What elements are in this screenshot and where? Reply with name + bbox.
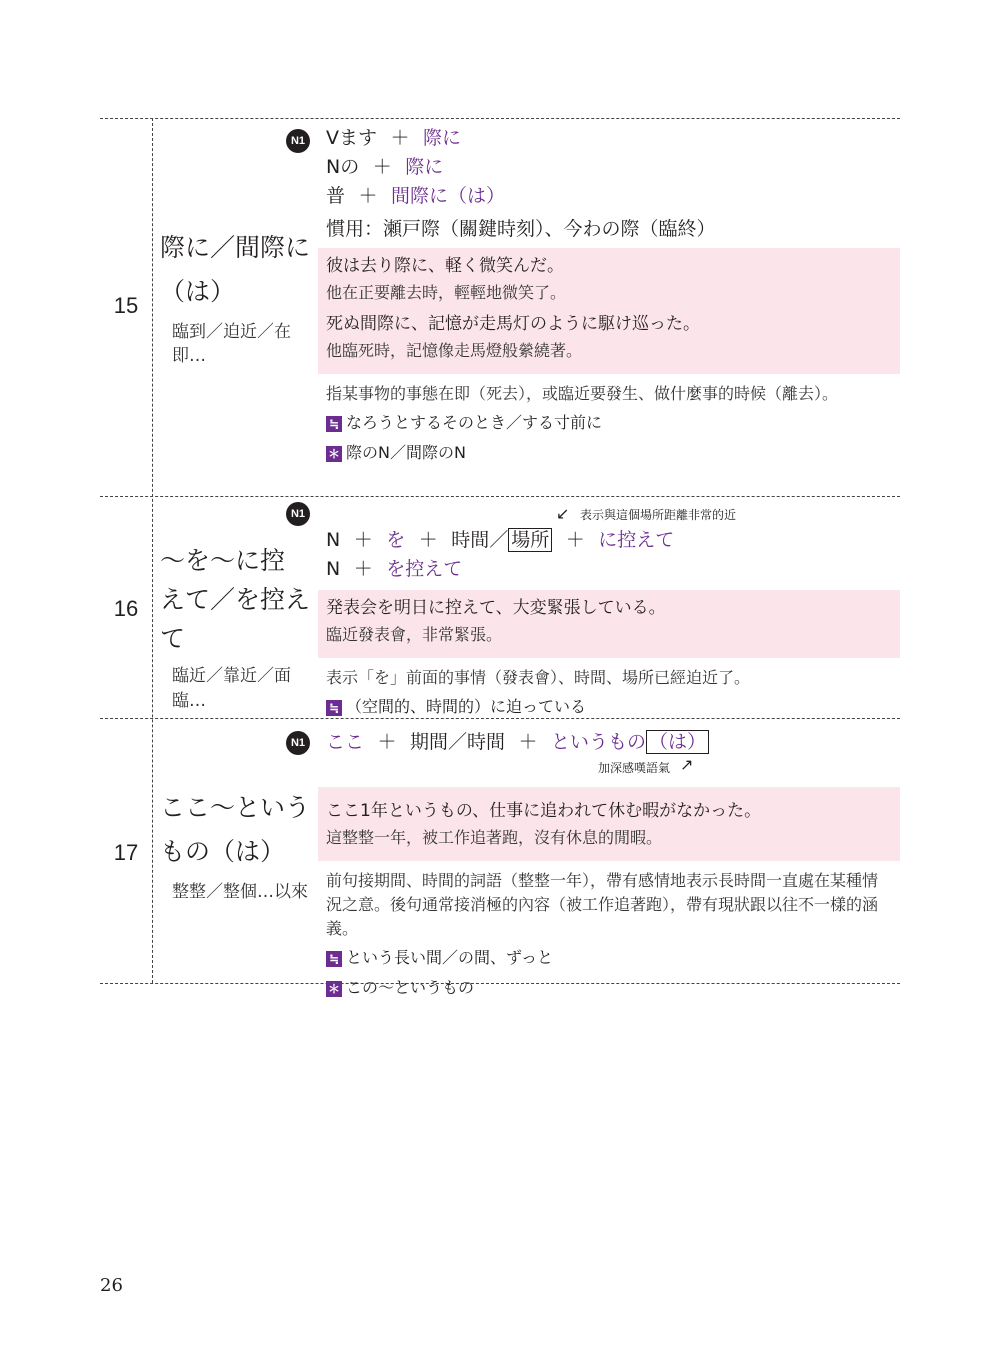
entry-number: 15	[113, 293, 139, 318]
example-japanese: ここ1年というもの、仕事に追われて休む暇がなかった。	[326, 801, 762, 821]
pattern-term: N	[326, 558, 341, 580]
pattern-line: Nの ＋ 際に	[326, 156, 444, 178]
explanation: 前句接期間、時間的詞語（整整一年），帶有感情地表示長時間一直處在某種情況之意。後句通常接消極的內容（被工作追著跑），帶有現狀跟以往不一樣的涵義。	[326, 871, 879, 938]
pattern-line: Vます ＋ 際に	[326, 127, 462, 149]
example-translation: 他在正要離去時，輕輕地微笑了。	[326, 283, 567, 302]
pattern-grammar: 間際に（は）	[391, 185, 506, 207]
asterisk-icon: ＊	[327, 981, 340, 996]
similar-text: なろうとするそのとき／する寸前に	[346, 413, 603, 432]
pattern-term: N	[326, 529, 341, 551]
explanation: 表示「を」前面的事情（發表會）、時間、場所已經迫近了。	[326, 668, 751, 687]
level-badge: N1	[286, 129, 310, 153]
pointer-arrow-icon: ↗	[680, 755, 694, 774]
entry-title	[160, 542, 310, 658]
entry-meaning: 整整／整個…以來	[172, 881, 308, 902]
equal-icon: ≒	[326, 951, 342, 967]
pattern-line: N ＋ を控えて	[326, 558, 463, 580]
entry-content	[290, 124, 900, 468]
entry-content	[290, 728, 900, 1003]
entry-title-block	[160, 226, 310, 369]
title-line: えて／を控え	[160, 584, 311, 614]
pattern-grammar: を	[386, 529, 406, 551]
pattern-line	[318, 215, 900, 244]
related-expression	[318, 438, 900, 468]
example-japanese: 死ぬ間際に、記憶が走馬灯のように駆け巡った。	[326, 314, 700, 334]
pointer-arrow-icon: ↙	[556, 504, 570, 523]
pattern-grammar: 際に	[405, 156, 444, 178]
annotation-note: 加深感嘆語氣	[598, 761, 671, 775]
similar-expression	[318, 408, 900, 438]
pattern-grammar: ここ	[326, 731, 365, 753]
example-box	[318, 248, 900, 374]
asterisk-icon: ＊	[327, 446, 340, 461]
pattern-grammar: 際に	[423, 127, 462, 149]
level-badge: N1	[286, 502, 310, 526]
equal-icon: ≒	[326, 700, 342, 716]
entry-number: 17	[113, 840, 139, 865]
entry-meaning: 臨近／靠近／面臨…	[172, 666, 291, 711]
similar-text: という長い間／の間、ずっと	[346, 948, 554, 967]
related-text: 際のN／間際のN	[346, 443, 466, 462]
entry-title-block	[160, 786, 310, 904]
pattern-term: 期間／時間	[410, 731, 506, 753]
annotation-note: 表示與這個場所距離非常的近	[580, 508, 737, 522]
related-expression	[318, 973, 900, 1003]
boxed-term: 場所	[508, 528, 552, 552]
pattern-idiom: 瀬戸際（關鍵時刻）、今わの際（臨終）	[383, 218, 716, 240]
example-box	[318, 590, 900, 658]
title-line: ～を～に控	[160, 546, 286, 575]
example-japanese: 発表会を明日に控えて、大変緊張している。	[326, 598, 666, 618]
entry-title-block	[160, 542, 310, 714]
example-japanese: 彼は去り際に、軽く微笑んだ。	[326, 256, 564, 276]
title-line: ここ～という	[160, 793, 311, 822]
pattern-term: 時間／	[451, 529, 509, 551]
example-translation: 他臨死時，記憶像走馬燈般縈繞著。	[326, 341, 583, 360]
pattern-term: 普	[326, 185, 346, 207]
grammar-entry-15	[100, 118, 900, 496]
related-text: この～というもの	[346, 978, 475, 997]
title-line: もの（は）	[160, 836, 286, 866]
title-line: 際に／間際に	[160, 233, 311, 262]
level-badge: N1	[286, 731, 310, 755]
pattern-term: Nの	[326, 156, 360, 178]
annotation-row	[318, 757, 900, 779]
grammar-entry-17	[100, 718, 900, 997]
entry-title	[160, 786, 310, 874]
pattern-grammar: というもの	[551, 731, 647, 753]
equal-icon: ≒	[326, 416, 342, 432]
pattern-grammar: を控えて	[386, 558, 463, 580]
pattern-grammar: に控えて	[598, 529, 675, 551]
similar-expression	[318, 943, 900, 973]
page-number: 26	[100, 1275, 123, 1296]
pattern-line: 普 ＋ 間際に（は）	[326, 185, 506, 207]
example-translation: 這整整一年，被工作追著跑，沒有休息的閒暇。	[326, 828, 663, 847]
entry-number: 16	[113, 596, 139, 621]
pattern-term: 慣用：	[326, 218, 384, 240]
grammar-entry-16	[100, 496, 900, 718]
boxed-term: （は）	[646, 730, 709, 754]
entry-title	[160, 226, 310, 314]
explanation: 指某事物的事態在即（死去），或臨近要發生、做什麼事的時候（離去）。	[326, 384, 839, 403]
title-line: て	[160, 623, 186, 653]
entry-meaning: 臨到／迫近／在即…	[172, 321, 291, 367]
example-box	[318, 787, 900, 861]
pattern-line: ここ ＋ 期間／時間 ＋ というもの （は）	[318, 728, 900, 757]
entry-content	[290, 504, 900, 722]
similar-text: （空間的、時間的）に迫っている	[346, 697, 587, 716]
title-line: （は）	[160, 276, 236, 306]
pattern-line: N ＋ を ＋ 時間／ 場所 ＋ に控えて	[326, 529, 675, 551]
example-translation: 臨近發表會，非常緊張。	[326, 625, 503, 644]
pattern-term: Vます	[326, 127, 377, 149]
